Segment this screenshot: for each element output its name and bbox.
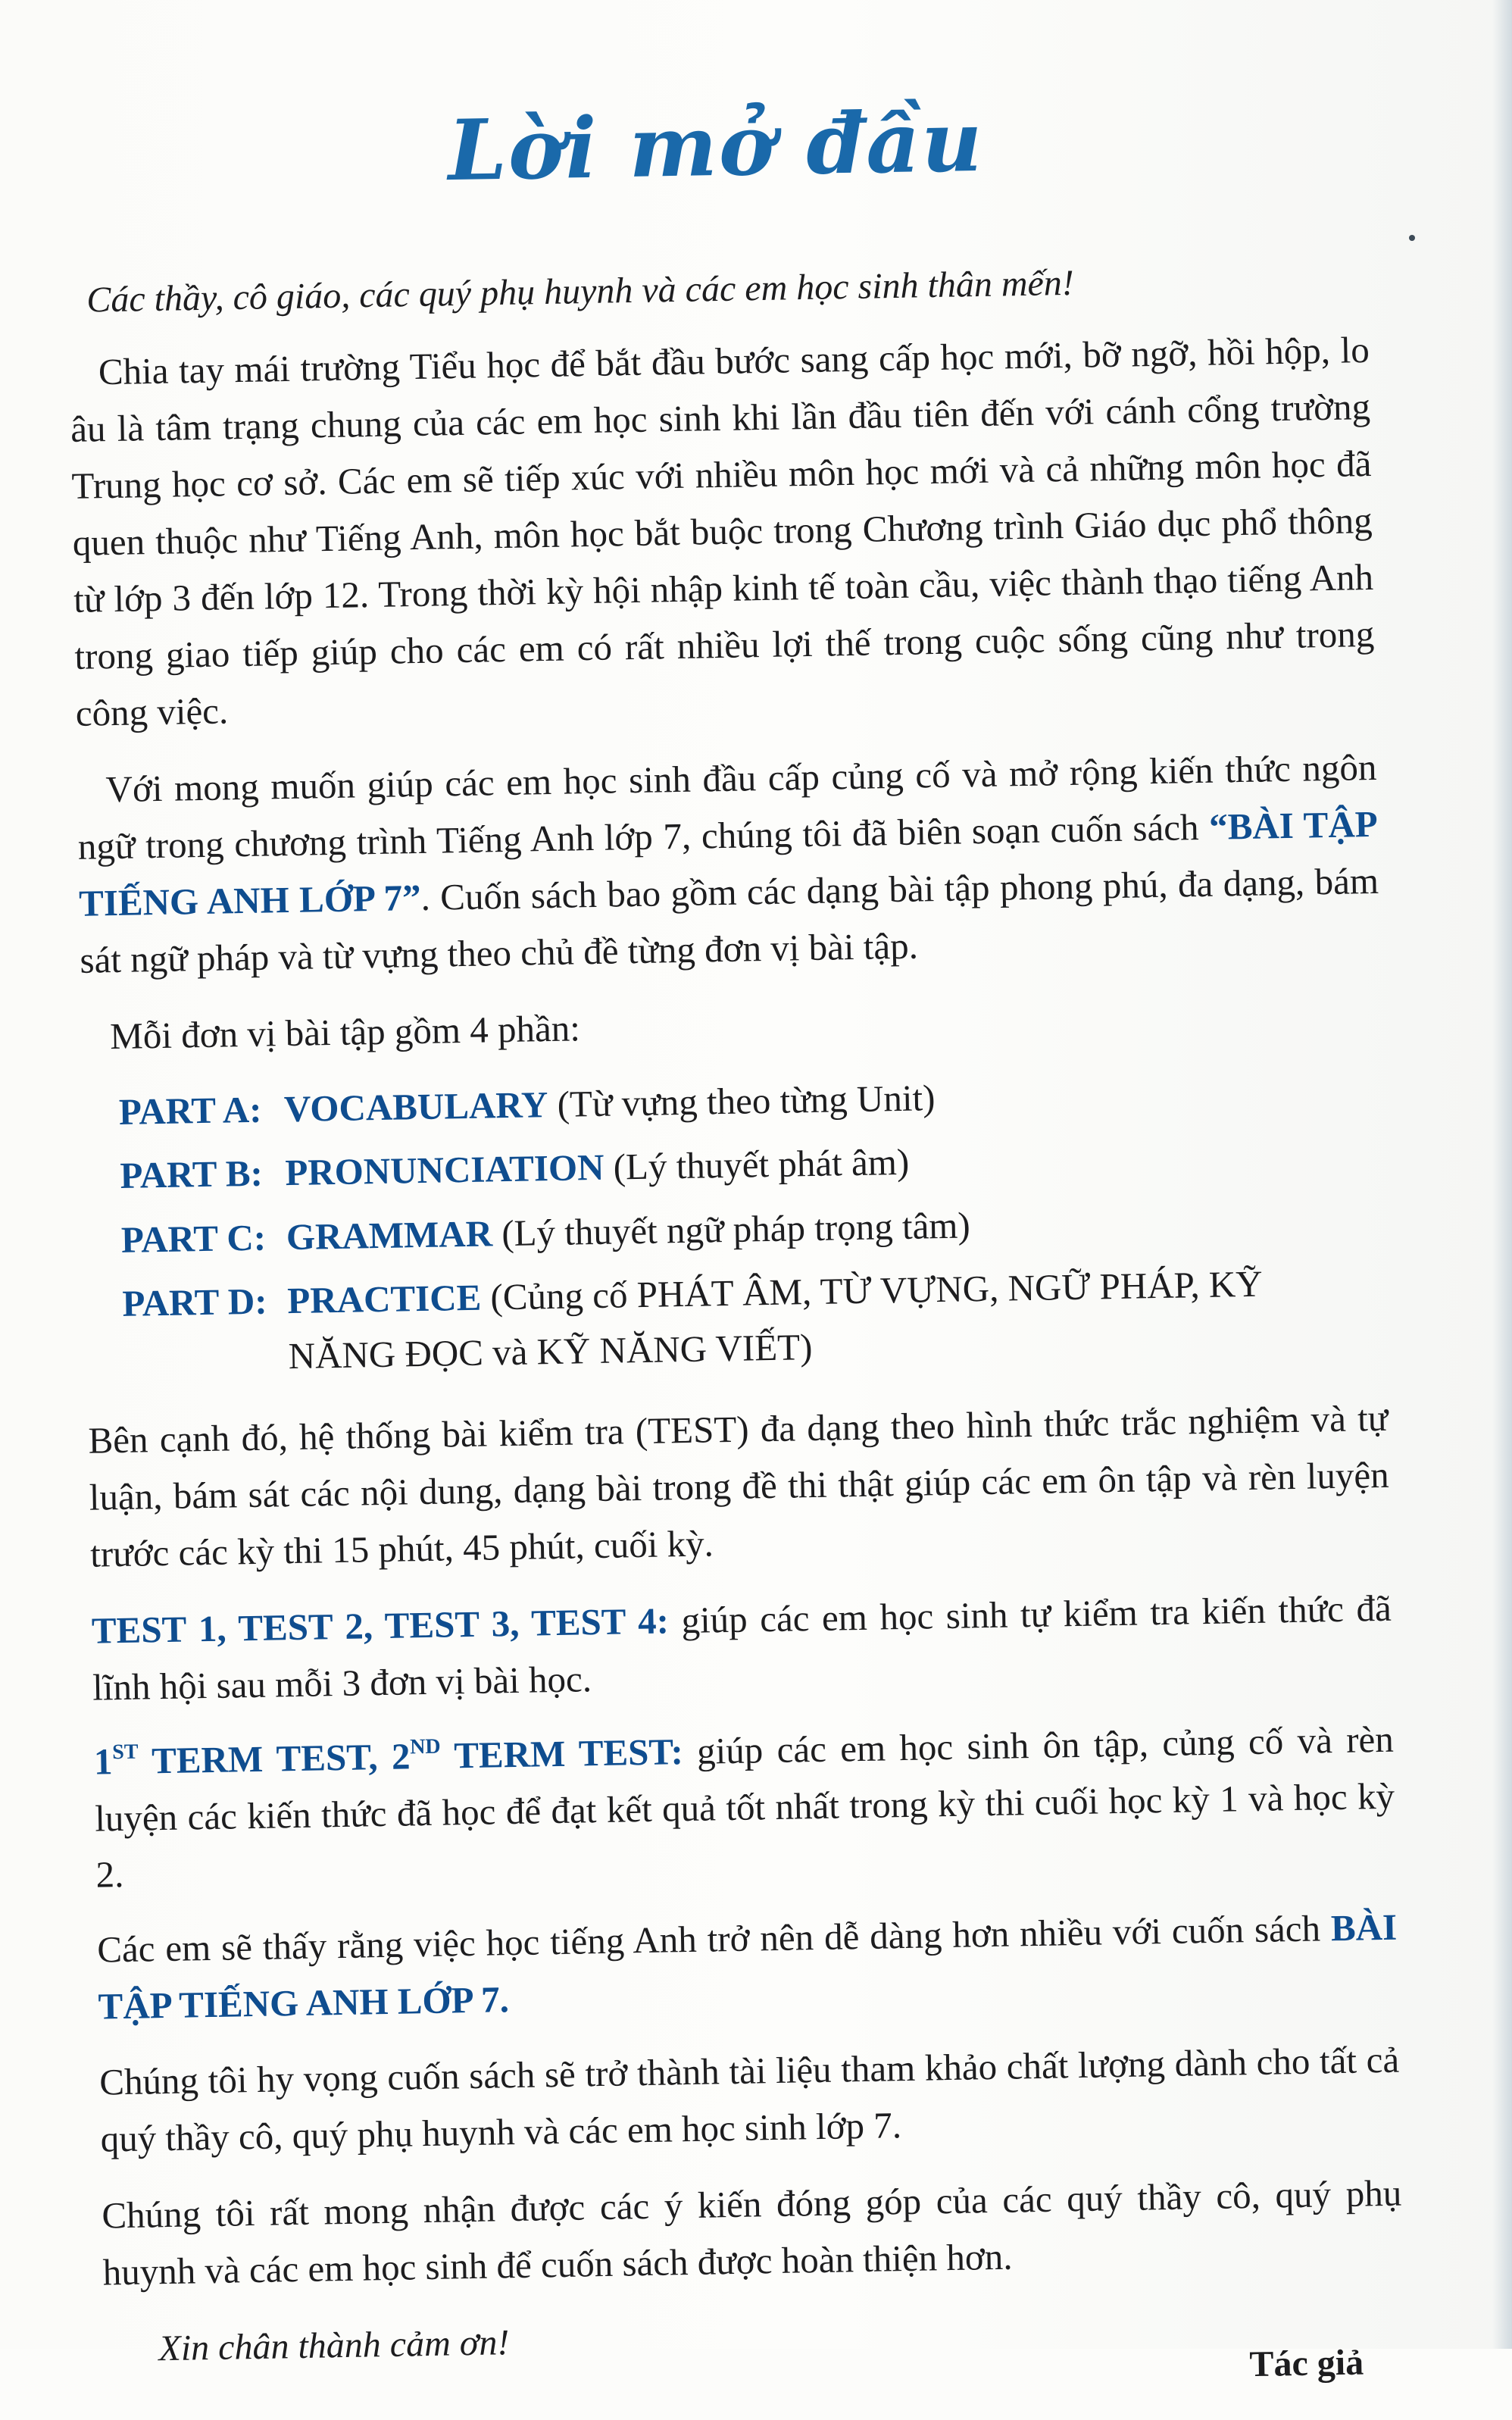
first-term-number: 1 (93, 1740, 113, 1783)
part-b-description: (Lý thuyết phát âm) (603, 1141, 910, 1189)
part-a-description: (Từ vựng theo từng Unit) (547, 1076, 936, 1125)
part-a-content (283, 1063, 1382, 1137)
print-dot-mark (1409, 235, 1415, 241)
part-c-row (120, 1191, 1385, 1268)
book-goal-text-after: . Cuốn sách bao gồm các dạng bài tập phong phú, đa dạng, bám sát ngữ pháp và từ vựng theo chủ đề từng đơn vị bài tập. (80, 859, 1379, 981)
second-term-number: 2 (391, 1735, 411, 1777)
periodic-tests-label: TEST 1, TEST 2, TEST 3, TEST 4: (91, 1599, 670, 1652)
part-b-row (120, 1127, 1384, 1204)
feedback-paragraph: Chúng tôi rất mong nhận được các ý kiến đóng góp của các quý thầy cô, quý phụ huynh và các em học sinh để cuốn sách được hoàn thiện hơn. (101, 2172, 1402, 2293)
part-d-content (287, 1255, 1387, 1384)
greeting: Các thầy, cô giáo, các quý phụ huynh và các em học sinh thân mến! (86, 262, 1075, 320)
part-b-label: PART B: (119, 1152, 264, 1197)
part-d-name: PRACTICE (286, 1276, 482, 1322)
part-d-label: PART D: (121, 1280, 267, 1325)
book-goal-title: “BÀI TẬP TIẾNG ANH LỚP 7” (78, 802, 1379, 924)
first-term-ordinal: ST (111, 1740, 139, 1765)
term-tests-paragraph (93, 1712, 1396, 1903)
part-a-row (118, 1063, 1382, 1140)
periodic-tests-paragraph (91, 1581, 1392, 1716)
second-term-test-label (391, 1731, 683, 1777)
parts-intro: Mỗi đơn vị bài tập gồm 4 phần: (109, 1007, 581, 1057)
periodic-tests-text: giúp các em học sinh tự kiểm tra kiến thức đã lĩnh hội sau mỗi 3 đơn vị bài học. (92, 1587, 1392, 1709)
part-b-content (285, 1127, 1384, 1201)
part-c-label: PART C: (120, 1216, 267, 1261)
test-system-paragraph: Bên cạnh đó, hệ thống bài kiểm tra (TEST) đa dạng theo hình thức trắc nghiệm và tự luận, bám sát các nội dung, dạng bài trong đề thi thật giúp các em ôn tập và rèn luyện trước các kỳ thi 15 phút, 45 phút, cuối kỳ. (88, 1397, 1390, 1575)
part-d-row (122, 1255, 1387, 1387)
part-d-description: (Củng cố PHÁT ÂM, TỪ VỰNG, NGỮ PHÁP, KỸ NĂNG ĐỌC và KỸ NĂNG VIẾT) (288, 1262, 1264, 1377)
author-signature: Tác giả (1248, 2342, 1364, 2385)
book-title-reference: BÀI TẬP TIẾNG ANH LỚP 7. (98, 1906, 1398, 2028)
second-term-ordinal: ND (409, 1734, 441, 1759)
second-term-label-text: TERM TEST: (440, 1731, 684, 1777)
hope-paragraph: Chúng tôi hy vọng cuốn sách sẽ trở thành tài liệu tham khảo chất lượng dành cho tất cả quý thầy cô, quý phụ huynh và các em học sinh lớp 7. (98, 2039, 1400, 2161)
page-title: Lời mở đầu (447, 92, 985, 200)
first-term-label-text: TERM TEST, (138, 1736, 379, 1782)
part-a-name: VOCABULARY (283, 1083, 548, 1130)
part-c-description: (Lý thuyết ngữ pháp trọng tâm) (492, 1204, 971, 1255)
term-tests-text: giúp các em học sinh ôn tập, củng cố và rèn luyện các kiến thức đã học để đạt kết quả tốt nhất trong kỳ thi cuối học kỳ 1 và học kỳ 2. (94, 1718, 1395, 1896)
thanks-line: Xin chân thành cảm ơn! (158, 2322, 510, 2369)
easy-learning-text: Các em sẽ thấy rằng việc học tiếng Anh trở nên dễ dàng hơn nhiều với cuốn sách (96, 1906, 1332, 1971)
part-a-label: PART A: (118, 1088, 262, 1133)
part-c-content (286, 1191, 1385, 1265)
first-term-test-label (93, 1736, 378, 1783)
intro-paragraph: Chia tay mái trường Tiểu học để bắt đầu bước sang cấp học mới, bỡ ngỡ, hồi hộp, lo âu là tâm trạng chung của các em học sinh khi lần đầu tiên đến với cánh cổng trường Trung học cơ sở. Các em sẽ tiếp xúc với nhiều môn học mới và cả những môn học đã quen thuộc như Tiếng Anh, môn học bắt buộc trong Chương trình Giáo dục phổ thông từ lớp 3 đến lớp 12. Trong thời kỳ hội nhập kinh tế toàn cầu, việc thành thạo tiếng Anh trong giao tiếp giúp cho các em có rất nhiều lợi thế trong cuộc sống cũng như trong công việc. (70, 329, 1375, 734)
book-goal-text-before: Với mong muốn giúp các em học sinh đầu cấp củng cố và mở rộng kiến thức ngôn ngữ trong chương trình Tiếng Anh lớp 7, chúng tôi đã biên soạn cuốn sách (77, 746, 1377, 868)
page-content (65, 91, 1405, 2420)
part-b-name: PRONUNCIATION (284, 1146, 604, 1194)
part-c-name: GRAMMAR (286, 1212, 493, 1258)
closing-section (104, 2306, 1405, 2420)
easy-learning-paragraph (97, 1899, 1398, 2035)
page-edge-shadow (1492, 0, 1512, 2349)
book-goal-paragraph (77, 739, 1380, 990)
parts-list (118, 1063, 1387, 1387)
